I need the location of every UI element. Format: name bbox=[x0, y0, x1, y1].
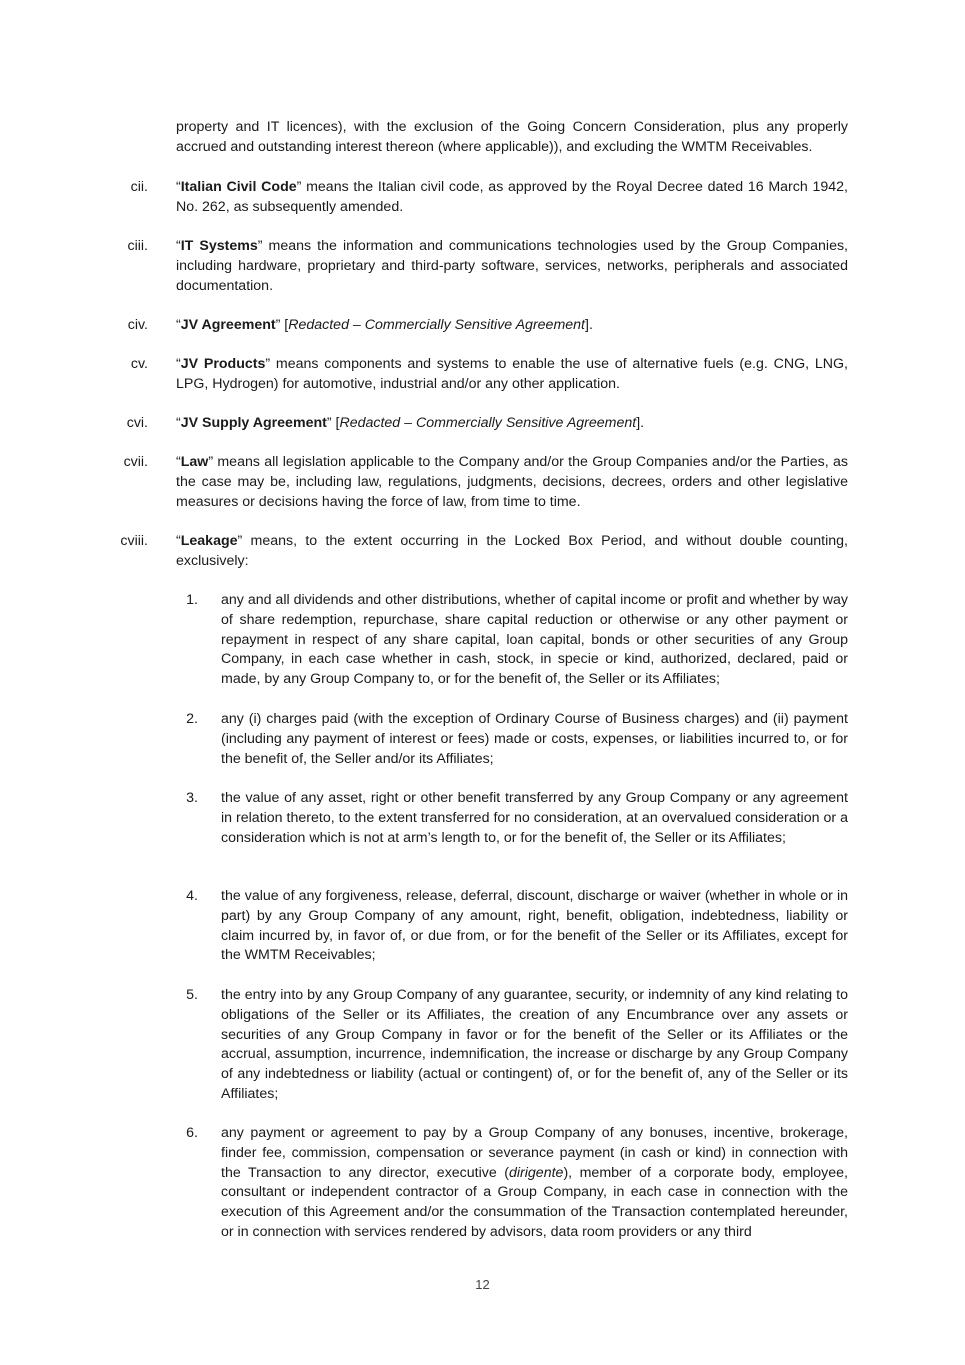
definition-jv-agreement bbox=[176, 316, 848, 336]
definition-number: cvii. bbox=[123, 454, 148, 470]
list-item-text: any payment or agreement to pay by a Group Company of any bonuses, incentive, brokerage, finder fee, commission, compensation or severance payment (in cash or kind) in connection with the Transaction to any director, executive ( bbox=[221, 1125, 848, 1181]
list-item-number: 4. bbox=[186, 888, 198, 904]
definition-text: ” means the Italian civil code, as approved by the Royal Decree dated 16 March 1942, No. 262, as subsequently amended. bbox=[176, 179, 848, 215]
definition-leakage bbox=[176, 532, 848, 572]
definition-text: ” means components and systems to enable the use of alternative fuels (e.g. CNG, LNG, LPG, Hydrogen) for automotive, industrial and/or any other application. bbox=[176, 356, 848, 392]
open-quote: “ bbox=[176, 415, 181, 431]
definition-term: Law bbox=[180, 454, 209, 470]
definition-text: ]. bbox=[636, 415, 645, 431]
definition-term: JV Products bbox=[180, 356, 266, 372]
open-quote: “ bbox=[176, 238, 181, 254]
list-item: any (i) charges paid (with the exception of Ordinary Course of Business charges) and (ii) payment (including any payment of interest or fees) made or costs, expenses, or liabilities incurred to, or for the benefit of, the Seller and/or its Affiliates; bbox=[221, 711, 848, 767]
definition-number: civ. bbox=[127, 317, 148, 333]
definition-text: ” [ bbox=[326, 415, 340, 431]
list-item bbox=[221, 1124, 848, 1243]
italic-term: dirigente bbox=[509, 1164, 564, 1181]
list-item: the value of any asset, right or other benefit transferred by any Group Company or any agreement in relation thereto, to the extent transferred for no consideration, at an overvalued consideration or a consideration which is not at arm’s length to, or for the benefit of, the Seller or its Affiliates; bbox=[221, 790, 848, 846]
definition-text: ” means the information and communications technologies used by the Group Companies, including hardware, proprietary and third-party software, services, networks, peripherals and associated documentation. bbox=[176, 238, 848, 294]
definition-number: cii. bbox=[130, 179, 148, 195]
definition-text: ” [ bbox=[275, 317, 289, 333]
definition-term: JV Supply Agreement bbox=[180, 415, 327, 431]
definition-term: JV Agreement bbox=[180, 317, 276, 333]
definition-term: Leakage bbox=[180, 533, 238, 549]
list-item-number: 6. bbox=[186, 1125, 198, 1141]
list-item-text: ), member of a corporate body, employee, consultant or independent contractor of a Group Company, in each case in connection with the execution of this Agreement and/or the consummation of the Transaction contemplated hereunder, or in connection with services rendered by advisors, data room providers or any third bbox=[221, 1164, 848, 1240]
redacted-note: Redacted – Commercially Sensitive Agreement bbox=[288, 317, 585, 333]
definition-text: ” means all legislation applicable to the Company and/or the Group Companies and/or the Parties, as the case may be, including law, regulations, judgments, decisions, decrees, orders and other legislative measures or decisions having the force of law, from time to time. bbox=[176, 454, 848, 510]
list-item: any and all dividends and other distributions, whether of capital income or profit and whether by way of share redemption, repurchase, share capital reduction or otherwise or any other payment or repayment in respect of any share capital, loan capital, bonds or other securities of any Group Company, in each case whether in cash, stock, in specie or kind, authorized, declared, paid or made, by any Group Company to, or for the benefit of, the Seller or its Affiliates; bbox=[221, 592, 848, 688]
open-quote: “ bbox=[176, 533, 181, 549]
definition-number: cviii. bbox=[120, 533, 148, 549]
list-item-number: 2. bbox=[186, 711, 198, 727]
list-item: the value of any forgiveness, release, deferral, discount, discharge or waiver (whether in whole or in part) by any Group Company of any amount, right, benefit, obligation, indebtedness, liability or claim incurred by, in favor of, or due from, or for the benefit of the Seller or its Affiliates, except for the WMTM Receivables; bbox=[221, 888, 848, 964]
definition-number: cvi. bbox=[126, 415, 148, 431]
open-quote: “ bbox=[176, 356, 181, 372]
page-number: 12 bbox=[475, 1277, 490, 1292]
definition-number: ciii. bbox=[127, 238, 148, 254]
definition-jv-supply-agreement bbox=[176, 414, 848, 434]
definition-text: ” means, to the extent occurring in the Locked Box Period, and without double counting, exclusively: bbox=[176, 533, 848, 569]
open-quote: “ bbox=[176, 179, 181, 195]
list-item-number: 1. bbox=[186, 592, 198, 608]
definition-law bbox=[176, 453, 848, 512]
definition-italian-civil-code bbox=[176, 178, 848, 218]
list-item: the entry into by any Group Company of any guarantee, security, or indemnity of any kind relating to obligations of the Seller or its Affiliates, the creation of any Encumbrance over any assets or securities of any Group Company in favor or for the benefit of the Seller or its Affiliates or the accrual, assumption, incurrence, indemnification, the increase or discharge by any Group Company of any indebtedness or liability (actual or contingent) of, or for the benefit of, any of the Seller or its Affiliates; bbox=[221, 987, 848, 1102]
definition-term: IT Systems bbox=[180, 238, 258, 254]
redacted-note: Redacted – Commercially Sensitive Agreement bbox=[339, 415, 637, 431]
open-quote: “ bbox=[176, 454, 181, 470]
definition-it-systems bbox=[176, 237, 848, 296]
list-item-number: 5. bbox=[186, 987, 198, 1003]
definition-term: Italian Civil Code bbox=[180, 179, 297, 195]
definition-number: cv. bbox=[130, 356, 148, 372]
definition-text: ]. bbox=[585, 317, 593, 333]
intro-paragraph: property and IT licences), with the exclusion of the Going Concern Consideration, plus any properly accrued and outstanding interest thereon (where applicable)), and excluding the WMTM Receivables. bbox=[176, 119, 848, 155]
list-item-number: 3. bbox=[186, 790, 198, 806]
open-quote: “ bbox=[176, 317, 181, 333]
definition-jv-products bbox=[176, 355, 848, 395]
